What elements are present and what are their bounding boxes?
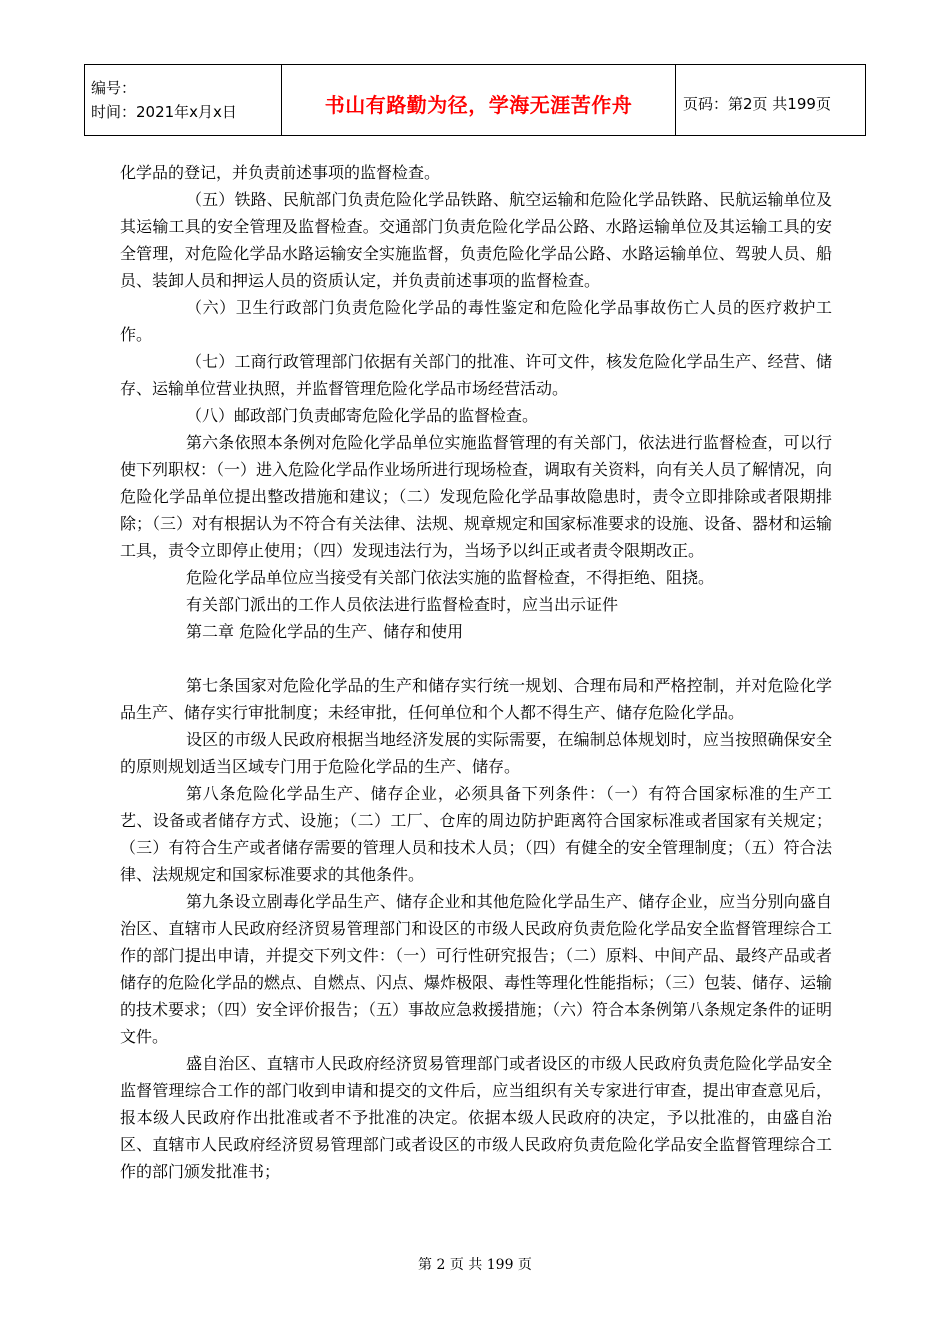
header-page-cell — [676, 65, 865, 135]
paragraph: 第九条设立剧毒化学品生产、储存企业和其他危险化学品生产、储存企业，应当分别向盛自治区、直辖市人民政府经济贸易管理部门和设区的市级人民政府负责危险化学品安全监督管理综合工作的部门提出申请，并提交下列文件：（一）可行性研究报告；（二）原料、中间产品、最终产品或者储存的危险化学品的燃点、自燃点、闪点、爆炸极限、毒性等理化性能指标；（三）包装、储存、运输的技术要求；（四）安全评价报告；（五）事故应急救援措施；（六）符合本条例第八条规定条件的证明文件。 — [120, 892, 833, 1046]
page-footer: 第 2 页 共 199 页 — [418, 1257, 532, 1273]
page-label: 页码：第2页 共199页 — [683, 94, 831, 113]
paragraph: 第六条依照本条例对危险化学品单位实施监督管理的有关部门，依法进行监督检查，可以行使下列职权：（一）进入危险化学品作业场所进行现场检查，调取有关资料，向有关人员了解情况，向危险化学品单位提出整改措施和建议；（二）发现危险化学品事故隐患时，责令立即排除或者限期排除；（三）对有根据认为不符合有关法律、法规、规章规定和国家标准要求的设施、设备、器材和运输工具，责令立即停止使用；（四）发现违法行为，当场予以纠正或者责令限期改正。 — [120, 433, 833, 560]
header-meta — [85, 65, 282, 135]
paragraph: 盛自治区、直辖市人民政府经济贸易管理部门或者设区的市级人民政府负责危险化学品安全监督管理综合工作的部门收到申请和提交的文件后，应当组织有关专家进行审查，提出审查意见后，报本级人民政府作出批准或者不予批准的决定。依据本级人民政府的决定，予以批准的，由盛自治区、直辖市人民政府经济贸易管理部门或者设区的市级人民政府负责危险化学品安全监督管理综合工作的部门颁发批准书； — [120, 1054, 832, 1181]
paragraph: 第八条危险化学品生产、储存企业，必须具备下列条件：（一）有符合国家标准的生产工艺、设备或者储存方式、设施；（二）工厂、仓库的周边防护距离符合国家标准或者国家有关规定；（三）有符合生产或者储存需要的管理人员和技术人员；（四）有健全的安全管理制度；（五）符合法律、法规规定和国家标准要求的其他条件。 — [120, 784, 832, 884]
number-label: 编号： — [91, 79, 137, 97]
paragraph: 化学品的登记，并负责前述事项的监督检查。 — [120, 163, 441, 182]
paragraph: （六）卫生行政部门负责危险化学品的毒性鉴定和危险化学品事故伤亡人员的医疗救护工作。 — [120, 298, 832, 344]
paragraph: 危险化学品单位应当接受有关部门依法实施的监督检查，不得拒绝、阻挠。 — [186, 568, 715, 587]
paragraph: 设区的市级人民政府根据当地经济发展的实际需要，在编制总体规划时，应当按照确保安全的原则规划适当区域专门用于危险化学品的生产、储存。 — [120, 730, 832, 776]
paragraph: 有关部门派出的工作人员依法进行监督检查时，应当出示证件 — [186, 595, 619, 614]
paragraph: （五）铁路、民航部门负责危险化学品铁路、航空运输和危险化学品铁路、民航运输单位及其运输工具的安全管理及监督检查。交通部门负责危险化学品公路、水路运输单位及其运输工具的安全管理，对危险化学品水路运输安全实施监督，负责危险化学品公路、水路运输单位、驾驶人员、船员、装卸人员和押运人员的资质认定，并负责前述事项的监督检查。 — [120, 190, 832, 290]
page-header — [84, 64, 866, 136]
header-motto-cell — [282, 65, 676, 135]
time-label: 时间：2021年x月x日 — [91, 103, 237, 121]
paragraph: （八）邮政部门负责邮寄危险化学品的监督检查。 — [186, 406, 539, 425]
paragraph: （七）工商行政管理部门依据有关部门的批准、许可文件，核发危险化学品生产、经营、储存、运输单位营业执照，并监督管理危险化学品市场经营活动。 — [120, 352, 832, 398]
document-body — [120, 159, 832, 1185]
chapter-heading: 第二章 危险化学品的生产、储存和使用 — [186, 622, 464, 641]
paragraph: 第七条国家对危险化学品的生产和储存实行统一规划、合理布局和严格控制，并对危险化学品生产、储存实行审批制度；未经审批，任何单位和个人都不得生产、储存危险化学品。 — [120, 676, 832, 722]
motto: 书山有路勤为径，学海无涯苦作舟 — [324, 92, 633, 117]
blank-line — [120, 645, 832, 672]
